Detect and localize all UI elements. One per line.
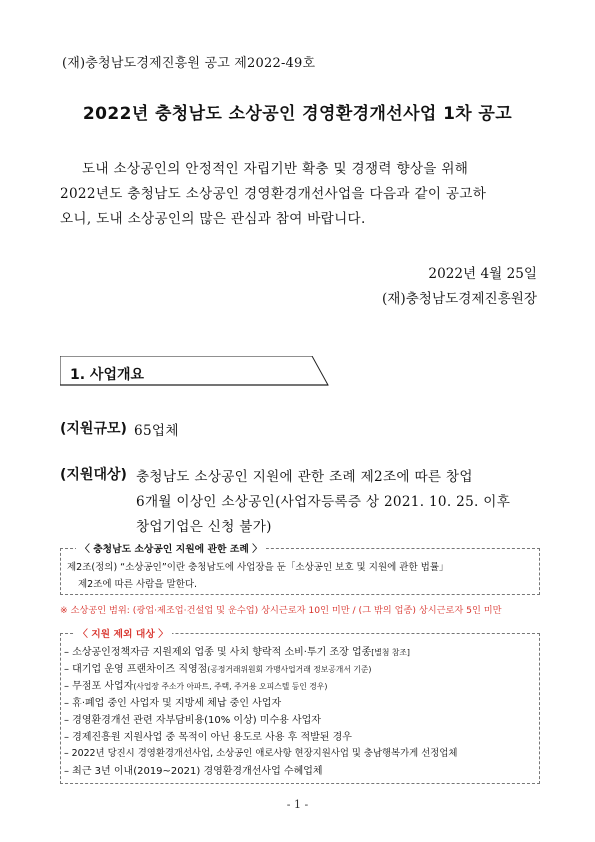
exclusion-box-header: 〈 지원 제외 대상 〉 xyxy=(74,626,172,640)
ordinance-box-header: 〈 충청남도 소상공인 지원에 관한 조례 〉 xyxy=(76,541,266,555)
scale-value: 65업체 xyxy=(134,423,179,439)
exclusion-item: – 최근 3년 이내(2019~2021) 경영환경개선사업 수혜업체 xyxy=(64,766,323,777)
section-1-title: 1. 사업개요 xyxy=(70,367,145,383)
page-title: 2022년 충청남도 소상공인 경영환경개선사업 1차 공고 xyxy=(82,104,513,124)
exclusion-item: – 경제진흥원 지원사업 중 목적이 아닌 용도로 사용 후 적발된 경우 xyxy=(64,732,352,743)
notice-number: (재)충청남도경제진흥원 공고 제2022-49호 xyxy=(62,56,316,71)
exclusion-item: – 휴·폐업 중인 사업자 및 지방세 체납 중인 사업자 xyxy=(64,698,282,709)
intro-line-3: 오니, 도내 소상공인의 많은 관심과 참여 바랍니다. xyxy=(60,211,366,227)
page-number: - 1 - xyxy=(286,798,309,811)
target-label: (지원대상) xyxy=(60,467,127,483)
exclusion-item: – 2022년 당진시 경영환경개선사업, 소상공인 애로사항 현장지원사업 및 충남행복가게 선정업체 xyxy=(64,748,458,759)
exclusion-item: – 무점포 사업자(사업장 주소가 아파트, 주택, 주거용 오피스텔 등인 경우) xyxy=(64,681,328,692)
exclusion-item: – 대기업 운영 프랜차이즈 직영점(공정거래위원회 가맹사업거래 정보공개서 기준) xyxy=(64,664,372,675)
exclusion-item: – 소상공인정책자금 지원제외 업종 및 사치 향락적 소비·투기 조장 업종[별첨 참조] xyxy=(64,647,410,658)
exclusion-item: – 경영환경개선 관련 자부담비용(10% 이상) 미수용 사업자 xyxy=(64,715,321,726)
scale-label: (지원규모) xyxy=(60,421,127,437)
target-line-2: 6개월 이상인 소상공인(사업자등록증 상 2021. 10. 25. 이후 xyxy=(136,494,511,510)
intro-line-1: 도내 소상공인의 안정적인 자립기반 확충 및 경쟁력 향상을 위해 xyxy=(82,161,469,177)
notice-date: 2022년 4월 25일 xyxy=(428,266,537,282)
issuer-name: (재)충청남도경제진흥원장 xyxy=(381,291,537,307)
scope-note: ※ 소상공인 범위: (광업·제조업·건설업 및 운수업) 상시근로자 10인 미만 / (그 밖의 업종) 상시근로자 5인 미만 xyxy=(60,605,502,616)
intro-line-2: 2022년도 충청남도 소상공인 경영환경개선사업을 다음과 같이 공고하 xyxy=(60,186,487,202)
target-line-1: 충청남도 소상공인 지원에 관한 조례 제2조에 따른 창업 xyxy=(136,469,473,485)
ordinance-line-2: 제2조에 따른 사람을 말한다. xyxy=(78,579,198,590)
target-line-3: 창업기업은 신청 불가) xyxy=(136,519,272,535)
ordinance-line-1: 제2조(정의) “소상공인”이란 충청남도에 사업장을 둔「소상공인 보호 및 지원에 관한 법률」 xyxy=(67,562,449,573)
